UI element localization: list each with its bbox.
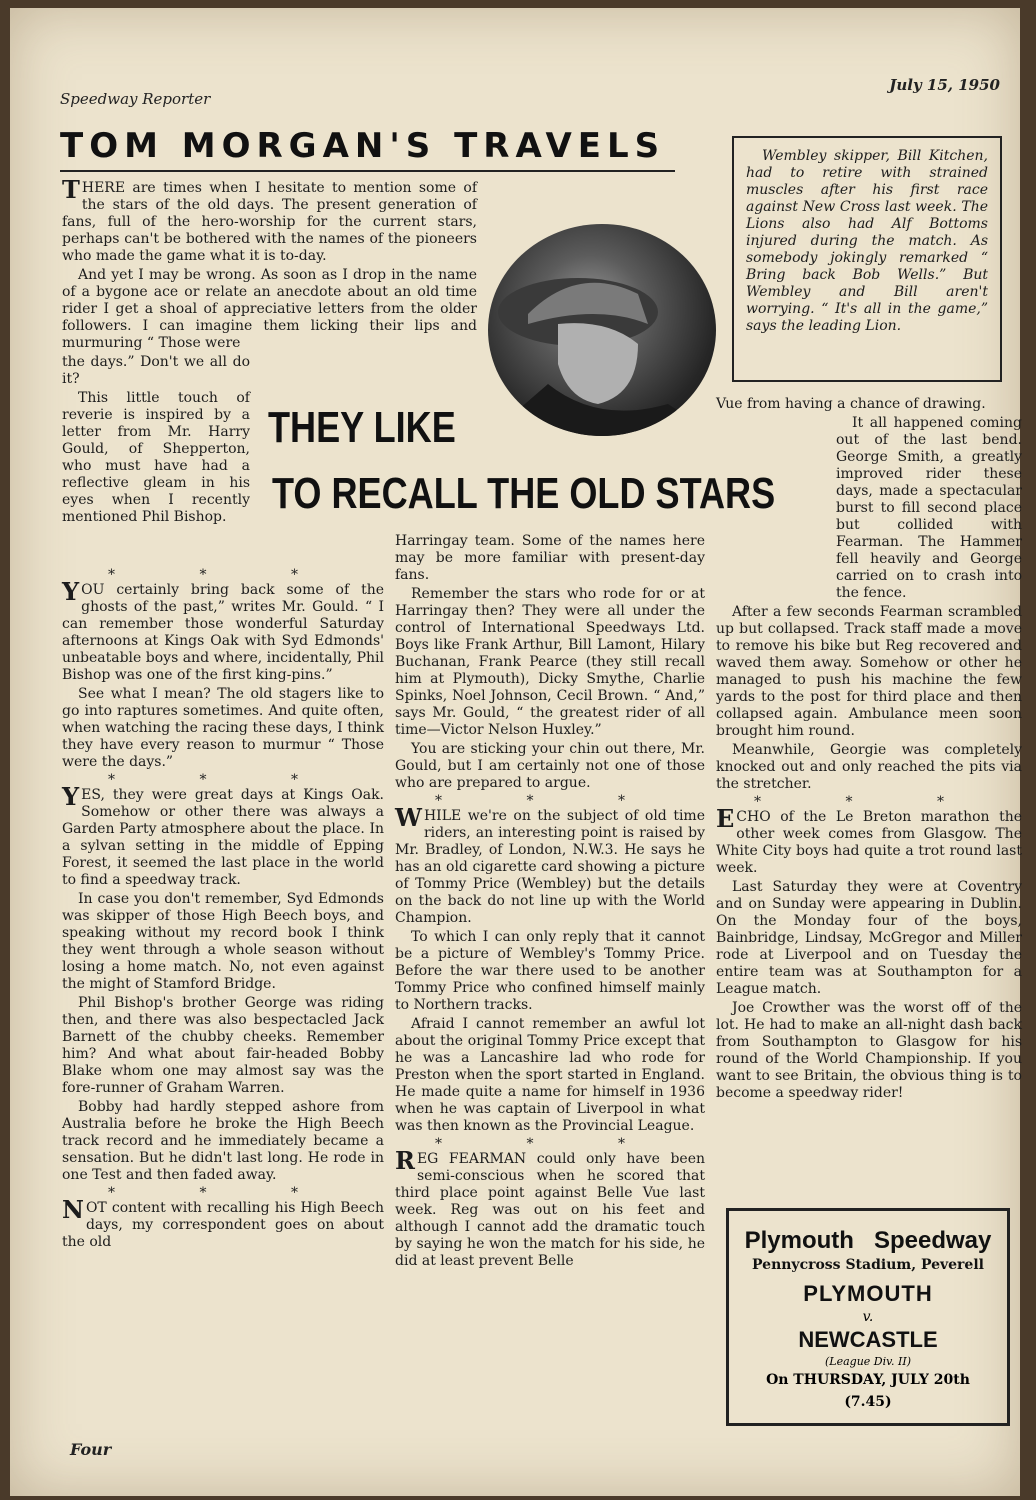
rider-portrait-icon	[488, 224, 716, 436]
page-number: Four	[70, 1440, 112, 1459]
paragraph: Remember the stars who rode for or at Harringay then? They were all under the control of International Speedways Ltd. Boys like Frank Arthur, Bill Lamont, Hilary Buchanan, Frank Pearce (they still recall him at Plymouth), Dicky Smythe, Charlie Spinks, Noel Johnson, Cecil Brown. “ And,” says Mr. Gould, “ the greatest rider of all time—Victor Nelson Huxley.”	[395, 586, 705, 738]
paragraph: Meanwhile, Georgie was completely knocked out and only reached the pits via the stretcher.	[716, 742, 1022, 792]
wrapped-text	[62, 354, 250, 528]
paragraph: Vue from having a chance of drawing.	[716, 396, 986, 412]
paragraph: See what I mean? The old stagers like to go into raptures sometimes. And quite often, when watching the racing these days, I think they have every reason to murmur “ Those were the days.”	[62, 686, 384, 770]
paragraph: It all happened coming out of the last bend. George Smith, a greatly improved rider these days, made a spectacular burst to fill second place but collided with Fearman. The Hammer fell heavily and George carried on to crash into the fence.	[836, 415, 1022, 601]
paragraph: Phil Bishop's brother George was riding then, and there was also bespectacled Jack Barnett of the chubby cheeks. Remember him? And what about fair-headed Bobby Blake whom one may almost say was the fore-runner of Graham Warren.	[62, 995, 384, 1096]
paragraph: This little touch of reverie is inspired by a letter from Mr. Harry Gould, of Shepperton, who must have had a reflective gleam in his eyes when I recently mentioned Phil Bishop.	[62, 390, 250, 525]
paragraph: THERE are times when I hesitate to mention some of the stars of the old days. The present generation of fans, full of the hero-worship for the current stars, perhaps can't be bothered with the names of the pioneers who made the game what it is to-day.	[62, 175, 477, 264]
sidebar-text: Wembley skipper, Bill Kitchen, had to retire with strained muscles after his first race against New Cross last week. The Lions also had Alf Bottoms injured during the match. As somebody jokingly remarked “ Bring back Bob Wells.” But Wembley and Bill aren't worrying. “ It's all in the game,” says the leading Lion.	[746, 148, 988, 334]
paragraph: Bobby had hardly stepped ashore from Australia before he broke the High Beech track record and he immediately became a sensation. But he didn't last long. He rode in one Test and then faded away.	[62, 1099, 384, 1183]
publication-name: Speedway Reporter	[60, 90, 211, 108]
advert-home-team: PLYMOUTH	[803, 1281, 933, 1306]
sidebar-box	[732, 136, 1002, 382]
advert-league: (League Div. II)	[824, 1355, 912, 1368]
paragraph: Harringay team. Some of the names here may be more familiar with present-day fans.	[395, 533, 705, 583]
paragraph: YOU certainly bring back some of the ghosts of the past,” writes Mr. Gould. “ I can remember those wonderful Saturday afternoons at Kings Oak with Syd Edmonds' unbeatable boys and where, incidentally, Phil Bishop was one of the first king-pins.”	[62, 577, 384, 683]
paragraph: To which I can only reply that it cannot be a picture of Wembley's Tommy Price. Before the war there used to be another Tommy Price who confined himself mainly to Northern tracks.	[395, 929, 705, 1013]
paragraph: NOT content with recalling his High Beech days, my correspondent goes on about the old	[62, 1195, 384, 1250]
paragraph: Last Saturday they were at Coventry and on Sunday were appearing in Dublin. On the Monday four of the boys, Bainbridge, Lindsay, McGregor and Miller rode at Liverpool and on Tuesday the entire team was at Southampton for a League match.	[716, 879, 1022, 997]
page-title: TOM MORGAN'S TRAVELS	[60, 126, 675, 172]
issue-date: July 15, 1950	[889, 76, 1000, 94]
separator: * * *	[435, 793, 665, 809]
advert-versus: v.	[862, 1309, 874, 1325]
advert-venue: Pennycross Stadium, Peverell	[752, 1257, 984, 1273]
separator: * * *	[754, 794, 984, 810]
paragraph: Joe Crowther was the worst off of the lot. He had to make an all-night dash back from Southampton to Glasgow for his round of the World Championship. If you want to see Britain, the obvious thing is to become a speedway rider!	[716, 1000, 1022, 1101]
separator: * * *	[108, 772, 338, 788]
paragraph: YES, they were great days at Kings Oak. Somehow or other there was always a Garden Party atmosphere about the place. In a sylvan setting in the middle of Epping Forest, it seemed the last place in the world to find a speedway track.	[62, 782, 384, 888]
advert-date: On THURSDAY, JULY 20th	[766, 1372, 970, 1388]
advert-time: (7.45)	[844, 1394, 892, 1410]
paragraph: After a few seconds Fearman scrambled up but collapsed. Track staff made a move to remove his bike but Reg recovered and waved them away. Somehow or other he managed to push his machine the few yards to the post for third place and then collapsed again. Ambulance meen soon brought him round.	[716, 604, 1022, 739]
article-column-1-lower	[62, 568, 384, 1253]
paragraph: WHILE we're on the subject of old time riders, an interesting point is raised by Mr. Bradley, of London, N.W.3. He says he has an old cigarette card showing a picture of Tommy Price (Wembley) but the details on the back do not line up with the World Champion.	[395, 803, 705, 926]
headline	[268, 403, 497, 452]
advert-away-team: NEWCASTLE	[798, 1327, 938, 1352]
advert-title: Plymouth Speedway	[744, 1227, 992, 1254]
article-column-3	[716, 396, 1022, 1104]
paragraph: the days.” Don't we all do it?	[62, 354, 250, 387]
paragraph: REG FEARMAN could only have been semi-conscious when he scored that third place point against Belle Vue last week. Reg was out on his feet and although I cannot add the dramatic touch by saying he won the match for his side, he did at least prevent Belle	[395, 1146, 705, 1269]
paragraph: And yet I may be wrong. As soon as I drop in the name of a bygone ace or relate an anecdote about an old time rider I get a shoal of appreciative letters from the older followers. I can imagine them licking their lips and murmuring “ Those were	[62, 267, 477, 351]
article-column-2	[395, 533, 705, 1272]
paragraph: In case you don't remember, Syd Edmonds was skipper of those High Beech boys, and speaking without my record book I think they went through a whole season without losing a home match. No, not even against the might of Stamford Bridge.	[62, 891, 384, 992]
headline-line-1: THEY LIKE	[268, 403, 456, 452]
paragraph: ECHO of the Le Breton marathon the other week comes from Glasgow. The White City boys had quite a trot round last week.	[716, 804, 1022, 876]
paragraph: You are sticking your chin out there, Mr. Gould, but I am certainly not one of those who are prepared to argue.	[395, 741, 705, 791]
paragraph: Afraid I cannot remember an awful lot about the original Tommy Price except that he was a Lancashire lad who rode for Preston when the sport started in England. He made quite a name for himself in 1936 when he was captain of Liverpool in what was then known as the Provincial League.	[395, 1016, 705, 1134]
rider-portrait-image	[488, 224, 716, 436]
separator: * * *	[108, 1185, 338, 1201]
speedway-advert	[726, 1208, 1010, 1426]
drop-cap: T	[62, 175, 80, 204]
separator: * * *	[435, 1136, 665, 1152]
headline-line-2: TO RECALL THE OLD STARS	[272, 469, 776, 518]
separator: * * *	[108, 567, 338, 583]
magazine-page	[10, 8, 1020, 1496]
